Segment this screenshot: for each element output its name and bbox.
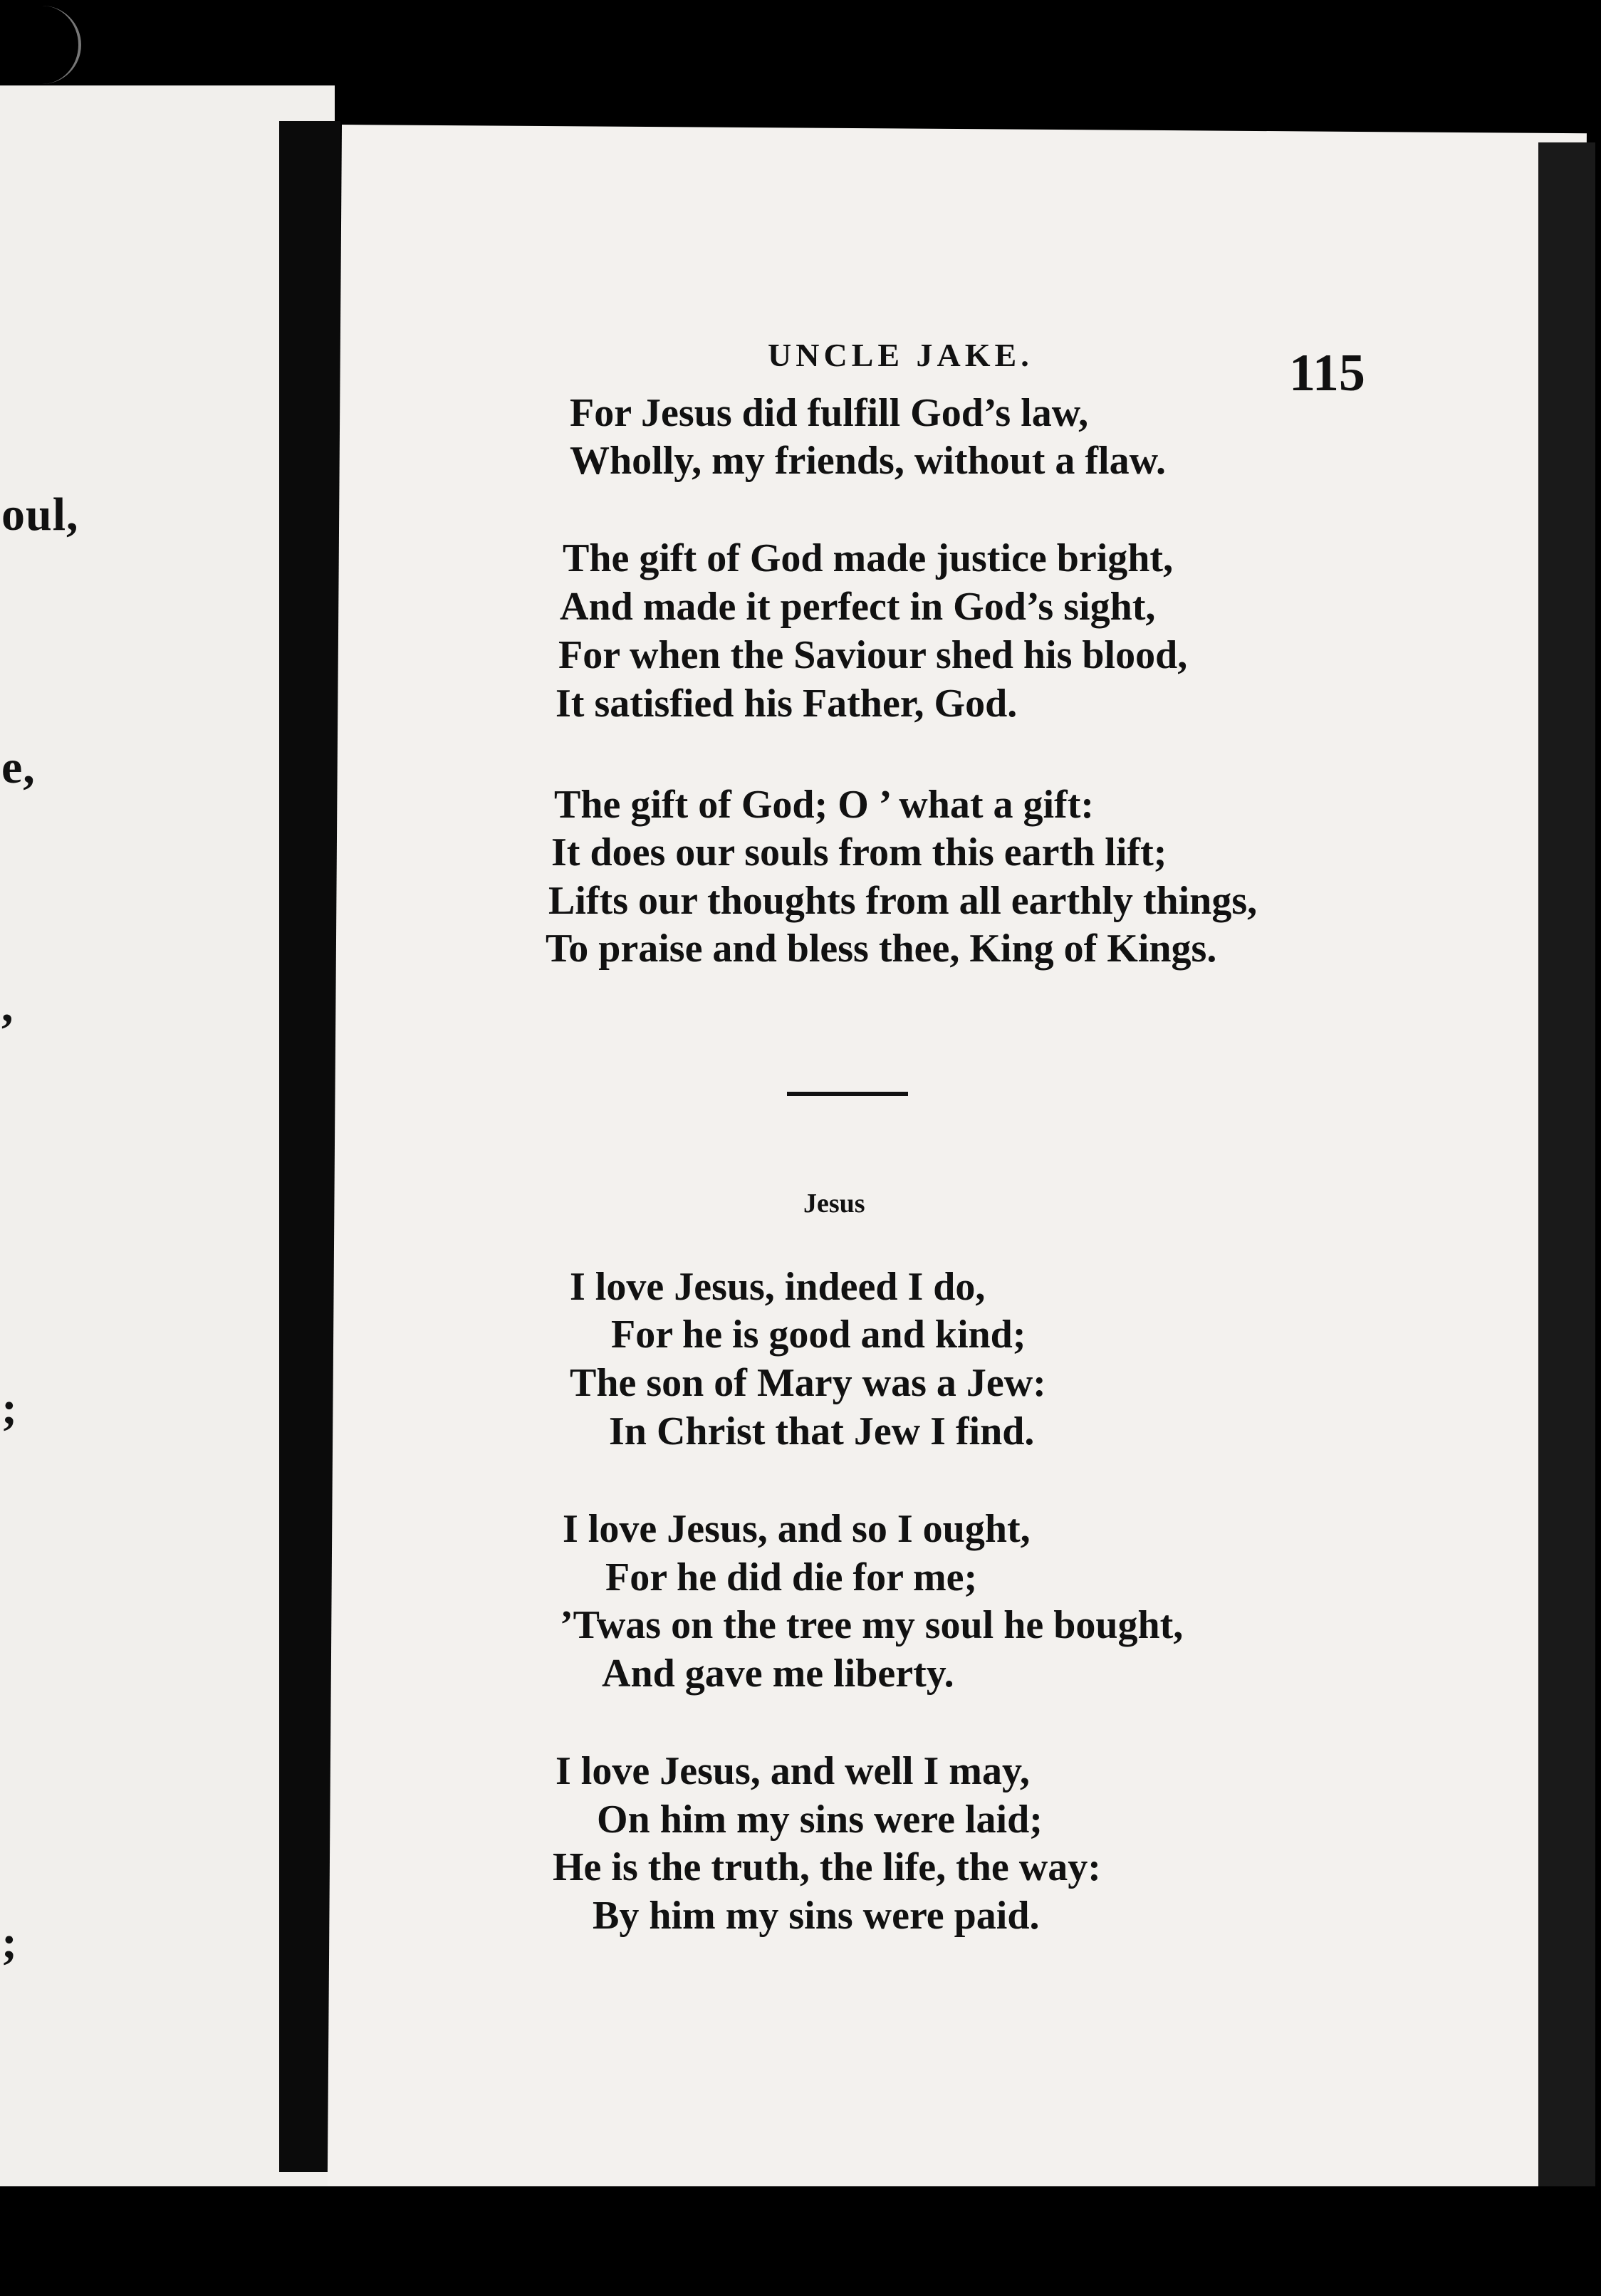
poem-line: In Christ that Jew I find.: [609, 1409, 1035, 1454]
page-edge-shadow: [1538, 142, 1595, 2229]
left-fragment: oul,: [1, 489, 79, 541]
poem-line: It does our souls from this earth lift;: [551, 830, 1167, 875]
page-curl-mark: [14, 6, 81, 84]
poem-line: I love Jesus, and well I may,: [556, 1749, 1030, 1793]
poem-line: Wholly, my friends, without a flaw.: [570, 439, 1166, 483]
left-fragment: ;: [1, 1916, 18, 1968]
poem-line: The son of Mary was a Jew:: [570, 1361, 1046, 1405]
section-title: Jesus: [803, 1189, 865, 1219]
poem-line: For he is good and kind;: [611, 1313, 1026, 1357]
poem-line: It satisfied his Father, God.: [556, 682, 1018, 726]
poem-line: ’Twas on the tree my soul he bought,: [560, 1603, 1184, 1647]
scan-border-bottom: [0, 2186, 1601, 2296]
poem-line: And made it perfect in God’s sight,: [560, 585, 1156, 629]
poem-line: The gift of God; O ’ what a gift:: [554, 783, 1094, 827]
poem-line: The gift of God made justice bright,: [563, 536, 1174, 580]
poem-line: On him my sins were laid;: [597, 1797, 1043, 1842]
poem-line: I love Jesus, indeed I do,: [570, 1265, 986, 1309]
poem-line: I love Jesus, and so I ought,: [563, 1507, 1031, 1551]
poem-line: He is the truth, the life, the way:: [553, 1845, 1101, 1889]
poem-line: For Jesus did fulfill God’s law,: [570, 391, 1089, 435]
poem-line: For when the Saviour shed his blood,: [558, 633, 1188, 677]
poem-line: Lifts our thoughts from all earthly things,: [548, 879, 1258, 923]
poem-line: For he did die for me;: [605, 1555, 978, 1600]
poem-line: And gave me liberty.: [602, 1651, 954, 1696]
left-fragment: ;: [1, 1382, 18, 1434]
left-fragment: e,: [1, 741, 36, 793]
poem-line: By him my sins were paid.: [593, 1894, 1040, 1938]
section-divider: [787, 1092, 908, 1096]
left-fragment: ,: [1, 980, 14, 1032]
page-number: 115: [1289, 344, 1365, 402]
poem-line: To praise and bless thee, King of Kings.: [546, 927, 1217, 971]
running-title: UNCLE JAKE.: [768, 337, 1033, 373]
